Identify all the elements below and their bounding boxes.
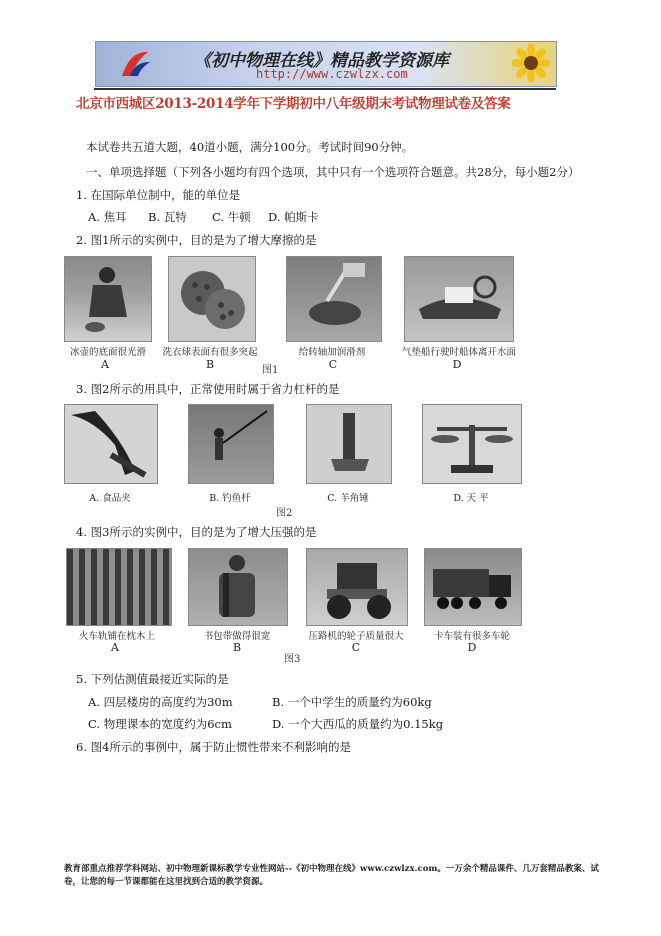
header-divider (94, 88, 556, 90)
figure-2-caption-b: B. 钓鱼杆 (209, 493, 251, 504)
figure-3-letter-b: B (232, 641, 242, 654)
question-5-option-b: B. 一个中学生的质量约为60kg (272, 695, 432, 709)
figure-1-label: 图1 (262, 365, 279, 376)
document-title: 北京市西城区2013-2014学年下学期初中八年级期末考试物理试卷及答案 (76, 96, 511, 112)
logo-icon (118, 48, 152, 80)
fisherman-icon (189, 405, 273, 483)
truck-icon (425, 549, 521, 625)
figure-1-caption-c: 给转轴加润滑剂 (298, 347, 366, 358)
road-roller-icon (307, 549, 407, 625)
hovercraft-icon (405, 257, 513, 341)
figure-3-letter-a: A (111, 641, 119, 654)
question-1-option-b: B. 瓦特 (148, 210, 187, 224)
question-2-stem: 2. 图1所示的实例中，目的是为了增大摩擦的是 (76, 233, 317, 247)
figure-1-caption-d: 气垫船行驶时船体离开水面 (401, 347, 516, 358)
figure-3-caption-a: 火车轨铺在枕木上 (78, 631, 155, 642)
figure-3-label: 图3 (284, 654, 301, 665)
truck-photo (424, 548, 522, 626)
figure-2-caption-a: A. 食品夹 (89, 493, 131, 504)
figure-3-letter-d: D (467, 641, 477, 654)
claw-hammer-photo (306, 404, 392, 484)
tongs-icon (65, 405, 157, 483)
spiky-ball-icon (169, 257, 255, 341)
lubricant-photo (286, 256, 382, 342)
figure-1-letter-d: D (452, 358, 462, 371)
question-1-stem: 1. 在国际单位制中，能的单位是 (76, 188, 241, 202)
figure-3-letter-c: C (351, 641, 361, 654)
question-5-stem: 5. 下列估测值最接近实际的是 (76, 672, 229, 686)
question-3-stem: 3. 图2所示的用具中，正常使用时属于省力杠杆的是 (76, 382, 340, 396)
question-6-stem: 6. 图4所示的事例中，属于防止惯性带来不利影响的是 (76, 740, 351, 754)
balance-icon (423, 405, 521, 483)
banner-url[interactable]: http://www.czwlzx.com (256, 67, 408, 81)
figure-2-label: 图2 (276, 508, 293, 519)
backpack-icon (189, 549, 287, 625)
hammer-icon (307, 405, 391, 483)
banner-title: 《初中物理在线》精品教学资源库 (194, 51, 449, 71)
question-1-option-a: A. 焦耳 (88, 210, 127, 224)
figure-3-caption-b: 书包带做得很宽 (203, 631, 271, 642)
curling-player-icon (65, 257, 151, 341)
balance-scale-photo (422, 404, 522, 484)
question-5-option-c: C. 物理课本的宽度约为6cm (88, 717, 232, 731)
road-roller-photo (306, 548, 408, 626)
figure-2-caption-c: C. 羊角锤 (327, 493, 369, 504)
section-heading: 一、单项选择题（下列各小题均有四个选项，其中只有一个选项符合题意。共28分，每小题2分） (86, 165, 580, 179)
hovercraft-photo (404, 256, 514, 342)
figure-3-caption-d: 卡车装有很多车轮 (433, 631, 510, 642)
question-5-option-d: D. 一个大西瓜的质量约为0.15kg (272, 717, 444, 731)
header-banner (95, 41, 557, 87)
fishing-rod-photo (188, 404, 274, 484)
oil-can-icon (287, 257, 381, 341)
figure-3-caption-c: 压路机的轮子质量很大 (308, 631, 404, 642)
schoolbag-photo (188, 548, 288, 626)
exam-intro: 本试卷共五道大题，40道小题，满分100分。考试时间90分钟。 (86, 140, 414, 154)
food-tongs-photo (64, 404, 158, 484)
question-1-option-c: C. 牛顿 (212, 210, 251, 224)
figure-2-caption-d: D. 天 平 (453, 493, 489, 504)
sunflower-icon (512, 44, 550, 82)
question-5-option-a: A. 四层楼房的高度约为30m (88, 695, 233, 709)
dryer-balls-photo (168, 256, 256, 342)
figure-1-caption-b: 洗衣球表面有很多突起 (162, 347, 258, 358)
railway-sleepers-photo (66, 548, 172, 626)
page-footer: 教育部重点推荐学科网站、初中物理新课标教学专业性网站--《初中物理在线》www.czwlzx.com。一万余个精品课件、几万套精品教案、试卷，让您的每一节课都能在这里找到合适的教学资源。 (64, 864, 599, 887)
question-4-stem: 4. 图3所示的实例中，目的是为了增大压强的是 (76, 525, 317, 539)
question-1-option-d: D. 帕斯卡 (268, 210, 319, 224)
figure-1-letter-a: A (101, 358, 109, 371)
figure-1-letter-b: B (205, 358, 215, 371)
figure-1-letter-c: C (328, 358, 338, 371)
figure-1-caption-a: 冰壶的底面很光滑 (69, 347, 146, 358)
curling-photo (64, 256, 152, 342)
